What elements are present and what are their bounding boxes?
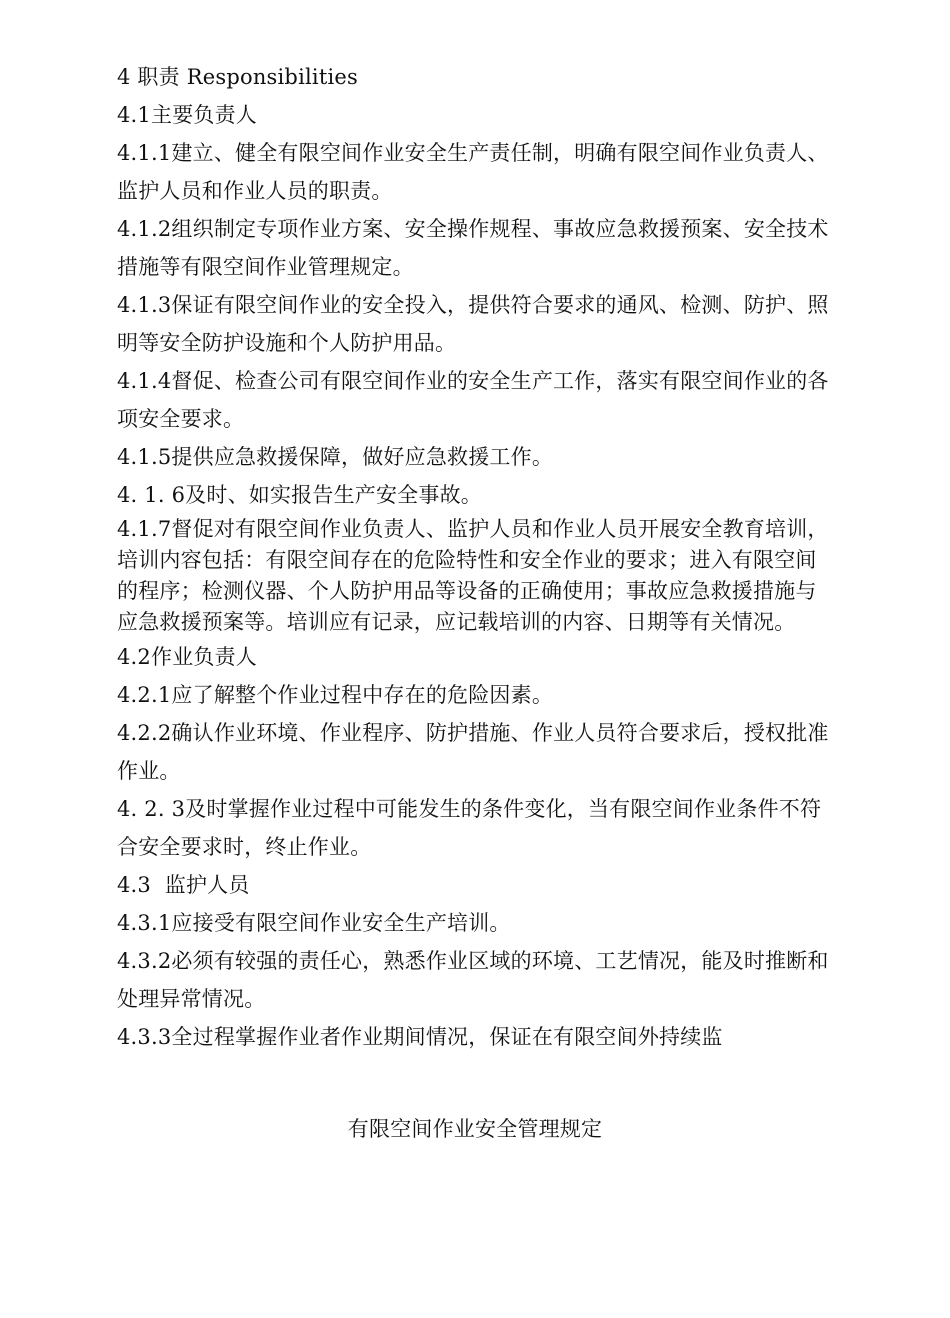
clause-4-2-2: 4.2.2确认作业环境、作业程序、防护措施、作业人员符合要求后，授权批准作业。: [117, 721, 829, 783]
clause-4-1-3: 4.1.3保证有限空间作业的安全投入，提供符合要求的通风、检测、防护、照明等安全防护设施和个人防护用品。: [117, 293, 829, 355]
page-footer: 有限空间作业安全管理规定: [347, 1117, 603, 1141]
clause-4-1-6: 4. 1. 6及时、如实报告生产安全事故。: [117, 483, 482, 507]
section-heading-responsibilities: 4 职责 Responsibilities: [117, 65, 358, 89]
clause-4-2-3: 4. 2. 3及时掌握作业过程中可能发生的条件变化，当有限空间作业条件不符合安全要求时，终止作业。: [117, 797, 822, 859]
clause-4-3-3: 4.3.3全过程掌握作业者作业期间情况，保证在有限空间外持续监: [117, 1025, 723, 1049]
clause-4-1-4: 4.1.4督促、检查公司有限空间作业的安全生产工作，落实有限空间作业的各项安全要求。: [117, 369, 829, 431]
document-body: [117, 58, 835, 1056]
clause-4-3-1: 4.3.1应接受有限空间作业安全生产培训。: [117, 911, 511, 935]
clause-4-1-7: 4.1.7督促对有限空间作业负责人、监护人员和作业人员开展安全教育培训，培训内容包括：有限空间存在的危险特性和安全作业的要求；进入有限空间的程序；检测仪器、个人防护用品等设备的正确使用；事故应急救援措施与应急救援预案等。培训应有记录，应记载培训的内容、日期等有关情况。: [117, 517, 829, 634]
clause-4-1-1: 4.1.1建立、健全有限空间作业安全生产责任制，明确有限空间作业负责人、监护人员和作业人员的职责。: [117, 141, 829, 203]
clause-4-3-2: 4.3.2必须有较强的责任心，熟悉作业区域的环境、工艺情况，能及时推断和处理异常情况。: [117, 949, 829, 1011]
clause-4-2-1: 4.2.1应了解整个作业过程中存在的危险因素。: [117, 683, 554, 707]
subsection-heading-work-responsible: 4.2作业负责人: [117, 645, 257, 669]
clause-4-1-2: 4.1.2组织制定专项作业方案、安全操作规程、事故应急救援预案、安全技术措施等有限空间作业管理规定。: [117, 217, 829, 279]
subsection-heading-main-responsible: 4.1主要负责人: [117, 103, 257, 127]
clause-4-1-5: 4.1.5提供应急救援保障，做好应急救援工作。: [117, 445, 554, 469]
subsection-heading-guardian: 4.3 监护人员: [117, 873, 250, 897]
